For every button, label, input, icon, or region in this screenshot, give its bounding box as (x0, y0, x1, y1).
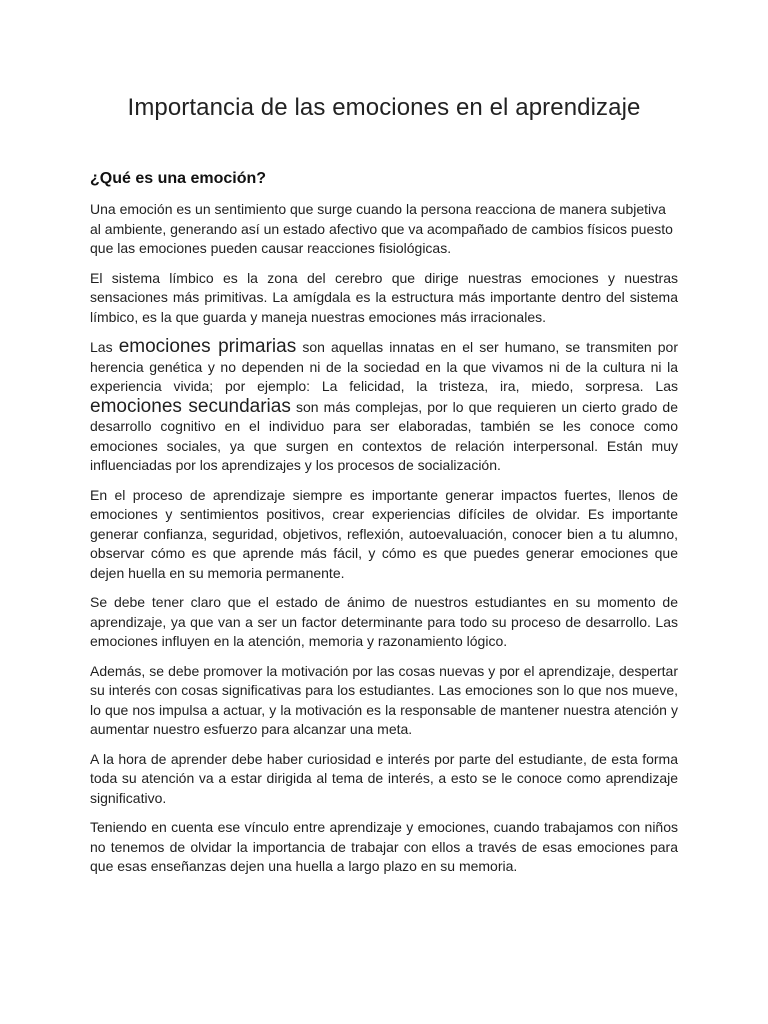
paragraph-curiosity: A la hora de aprender debe haber curiosidad e interés por parte del estudiante, de esta forma toda su atención va a estar dirigida al tema de interés, a esto se le conoce como aprendizaje significativo. (90, 750, 678, 806)
paragraph-emotion-types (90, 337, 678, 476)
term-primary-emotions: emociones primarias (118, 336, 297, 357)
paragraph-motivation: Además, se debe promover la motivación por las cosas nuevas y por el aprendizaje, despertar su interés con cosas significativas para los estudiantes. Las emociones son lo que nos mueve, lo que nos impulsa a actuar, y la motivación es la responsable de mantener nuestra atención y aumentar nuestro esfuerzo para alcanzar una meta. (90, 662, 678, 737)
paragraph-mood: Se debe tener claro que el estado de ánimo de nuestros estudiantes en su momento de aprendizaje, ya que van a ser un factor determinante para todo su proceso de desarrollo. Las emociones influyen en la atención, memoria y razonamiento lógico. (90, 594, 678, 649)
paragraph-conclusion: Teniendo en cuenta ese vínculo entre aprendizaje y emociones, cuando trabajamos con niños no tenemos de olvidar la importancia de trabajar con ellos a través de esas emociones para que esas enseñanzas dejen una huella a largo plazo en su memoria. (90, 819, 678, 874)
term-secondary-emotions: emociones secundarias (90, 395, 291, 417)
page-title: Importancia de las emociones en el aprendizaje (127, 94, 641, 121)
paragraph-text: Las (90, 339, 119, 355)
section-heading: ¿Qué es una emoción? (90, 170, 267, 187)
paragraph-learning-process: En el proceso de aprendizaje siempre es importante generar impactos fuertes, llenos de emociones y sentimientos positivos, crear experiencias difíciles de olvidar. Es importante generar confianza, seguridad, objetivos, reflexión, autoevaluación, conocer bien a tu alumno, observar cómo es que aprende más fácil, y cómo es que puedes generar emociones que dejen huella en su memoria permanente. (90, 486, 678, 581)
paragraph-text: son aquellas innatas en el ser humano, se transmiten por herencia genética y no dependen ni de la sociedad en la que vivamos ni de la cultura ni la experiencia vivida; por ejemplo: La felicidad, la tristeza, ira, miedo, sorpresa. Las (90, 339, 678, 394)
paragraph-limbic-system: El sistema límbico es la zona del cerebro que dirige nuestras emociones y nuestras sensaciones más primitivas. La amígdala es la estructura más importante dentro del sistema límbico, es la que guarda y maneja nuestras emociones más irracionales. (90, 269, 678, 325)
paragraph-text: son más complejas, por lo que requieren un cierto grado de desarrollo cognitivo en el individuo para ser elaboradas, también se les conoce como emociones sociales, ya que surgen en contextos de relación interpersonal. Están muy influenciadas por los aprendizajes y los procesos de socialización. (90, 398, 678, 473)
paragraph-definition: Una emoción es un sentimiento que surge cuando la persona reacciona de manera subjetiva al ambiente, generando así un estado afectivo que va acompañado de cambios físicos puesto que las emociones pueden causar reacciones fisiológicas. (90, 201, 673, 256)
